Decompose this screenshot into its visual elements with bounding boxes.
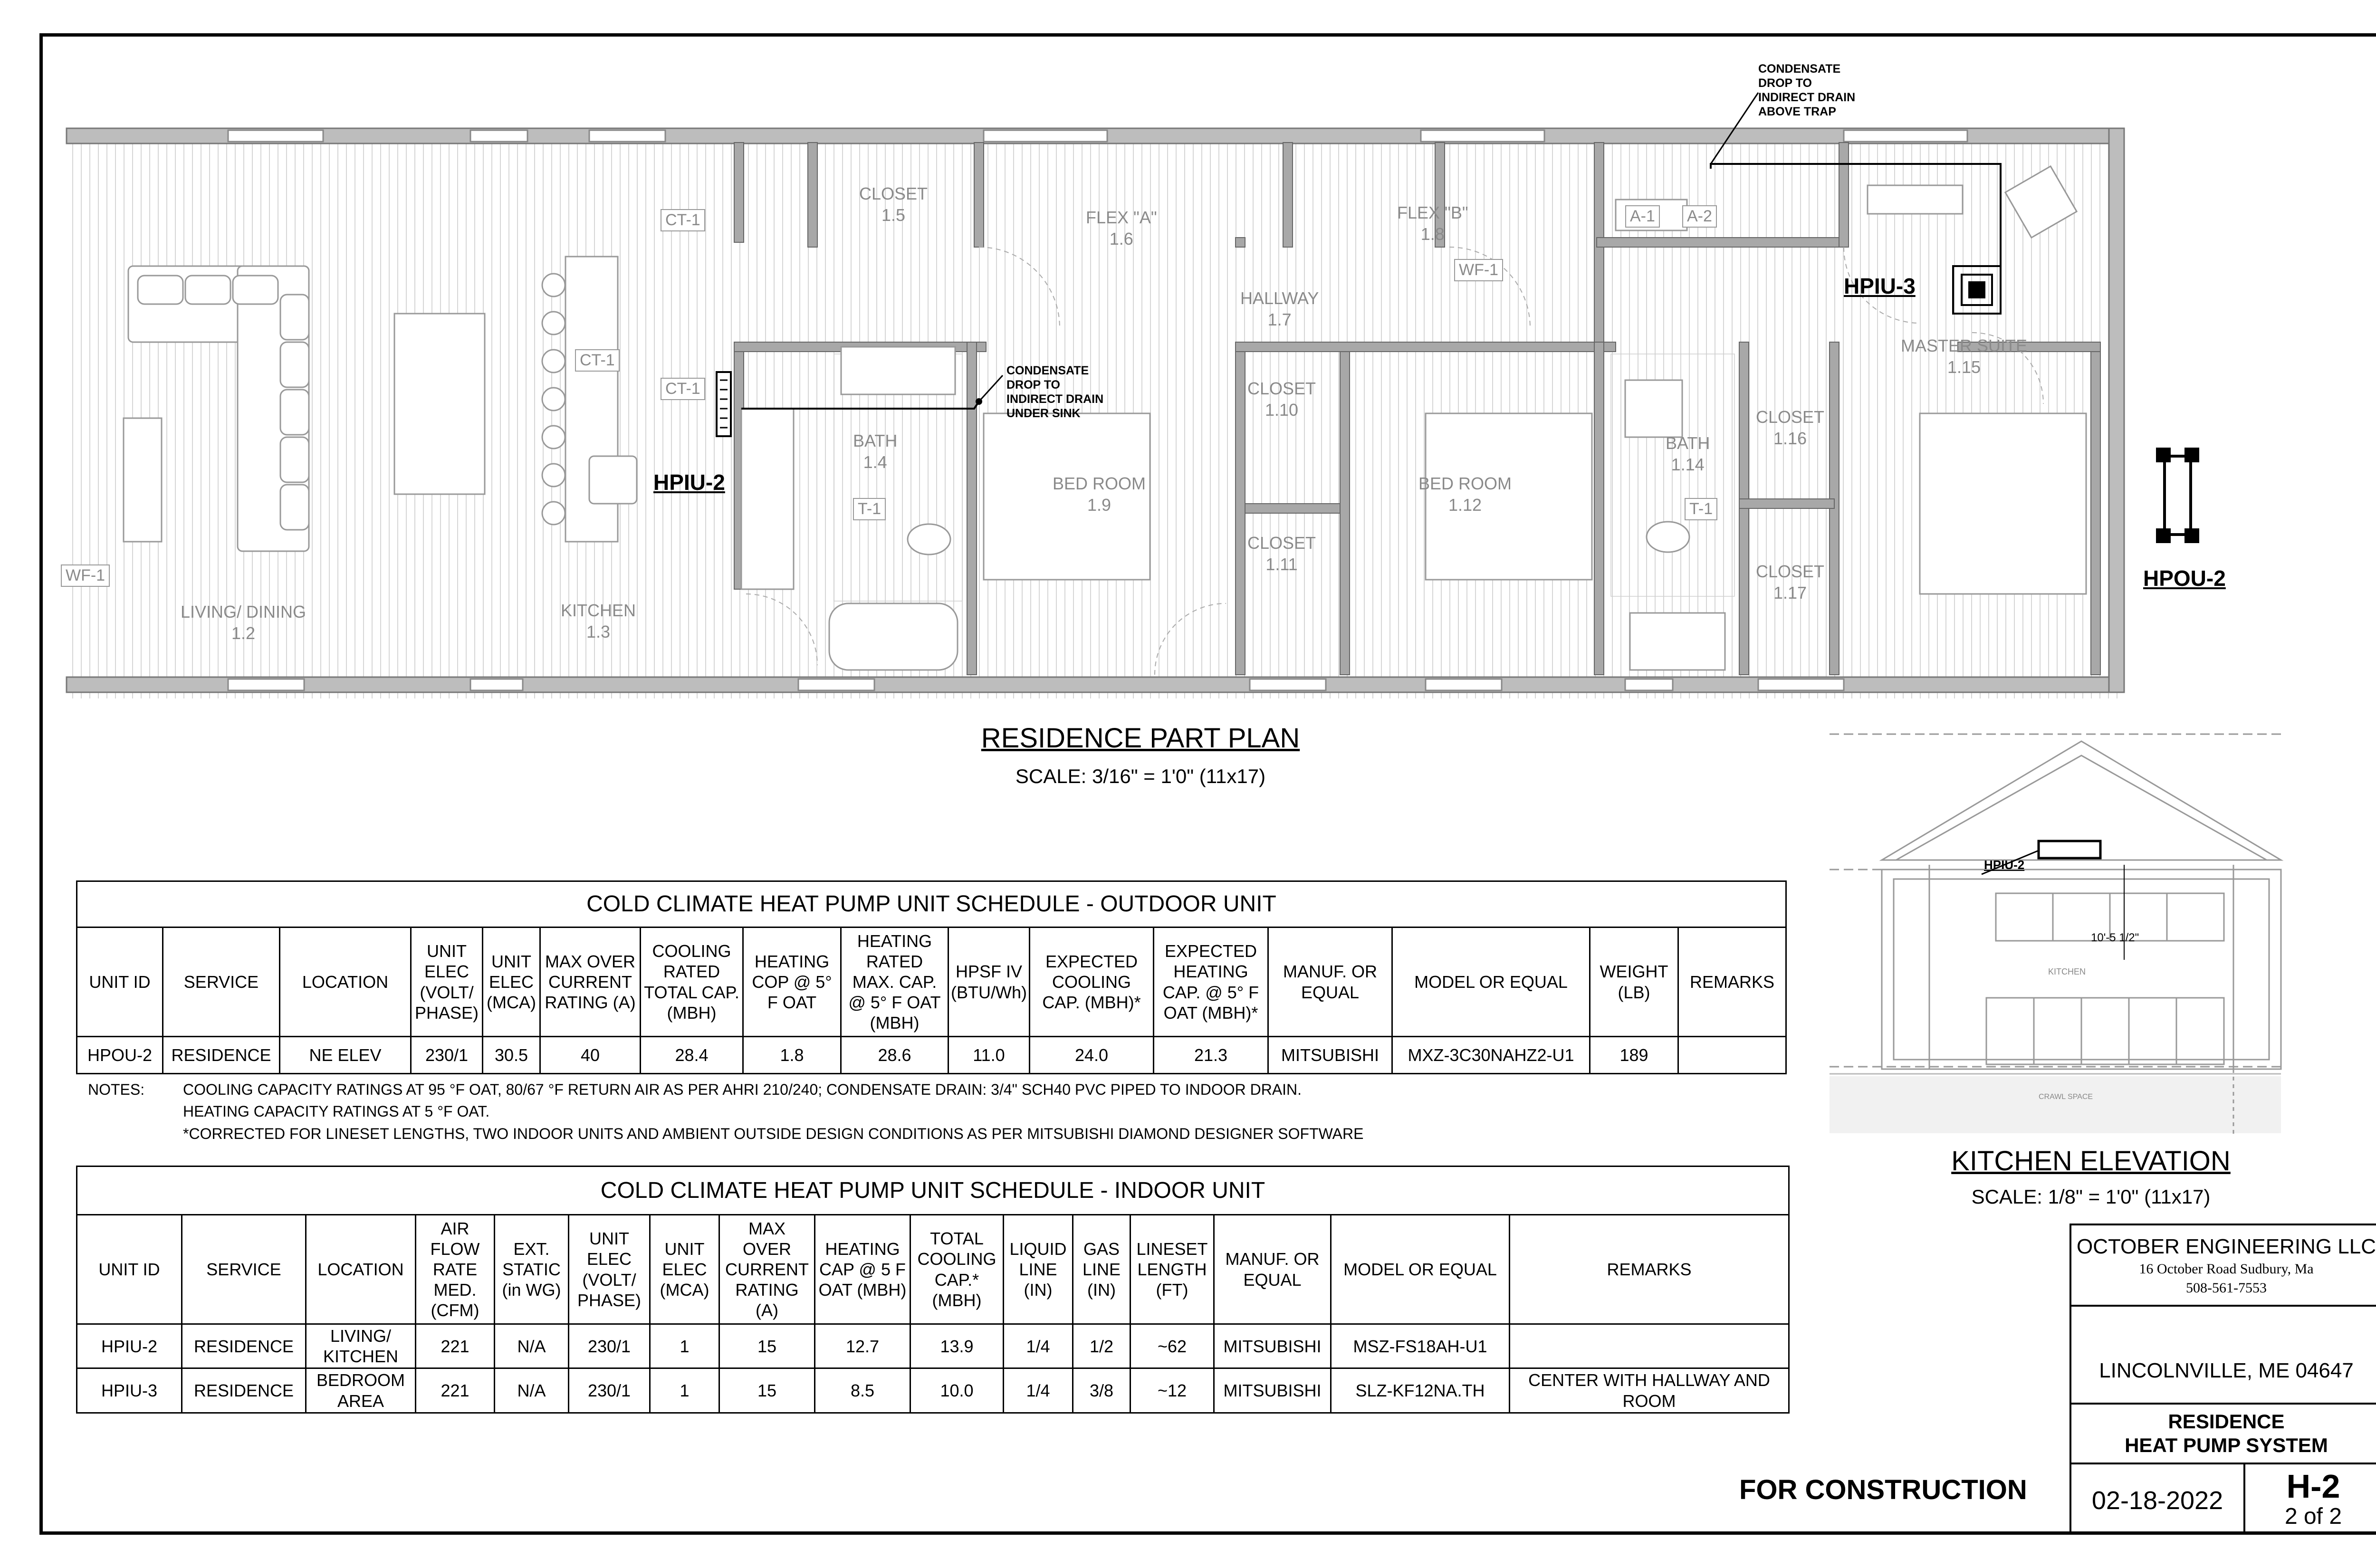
table-cell: 189 <box>1590 1037 1678 1074</box>
indoor-schedule-caption: COLD CLIMATE HEAT PUMP UNIT SCHEDULE - INDOOR UNIT <box>77 1166 1789 1215</box>
room-label-hallway: HALLWAY 1.7 <box>1240 288 1319 329</box>
room-label-flex-a: FLEX "A" 1.6 <box>1086 208 1157 249</box>
outdoor-header-row <box>77 927 1786 1037</box>
table-cell: 230/1 <box>569 1368 650 1413</box>
table-cell: 1 <box>650 1324 719 1368</box>
room-label-flex-b: FLEX "B" 1.8 <box>1397 203 1468 244</box>
indoor-header: UNIT ELEC (VOLT/ PHASE) <box>569 1215 650 1324</box>
table-cell: CENTER WITH HALLWAY AND ROOM <box>1510 1368 1789 1413</box>
firm-phone: 508-561-7553 <box>2186 1280 2267 1296</box>
room-label-bath-1-4: BATH 1.4 <box>853 431 898 472</box>
indoor-header: LOCATION <box>306 1215 416 1324</box>
table-cell: 1/4 <box>1004 1324 1073 1368</box>
table-cell: 28.6 <box>841 1037 948 1074</box>
room-label-living: LIVING/ DINING 1.2 <box>181 602 307 643</box>
table-cell: 15 <box>719 1324 815 1368</box>
table-cell: 11.0 <box>948 1037 1030 1074</box>
room-label-closet-1-5: CLOSET 1.5 <box>859 184 928 225</box>
table-cell: 1/4 <box>1004 1368 1073 1413</box>
table-cell: SLZ-KF12NA.TH <box>1331 1368 1510 1413</box>
table-cell: HPIU-2 <box>77 1324 182 1368</box>
table-cell: 13.9 <box>910 1324 1004 1368</box>
outdoor-header: MANUF. OR EQUAL <box>1268 927 1392 1037</box>
table-cell: MITSUBISHI <box>1268 1037 1392 1074</box>
indoor-header: MODEL OR EQUAL <box>1331 1215 1510 1324</box>
note-line: COOLING CAPACITY RATINGS AT 95 °F OAT, 80/67 °F RETURN AIR AS PER AHRI 210/240; CONDENSATE DRAIN: 3/4" SCH40 PVC PIPED TO INDOOR DRAIN. <box>183 1081 1302 1098</box>
tag-a-2: A-2 <box>1682 205 1717 228</box>
table-cell: HPIU-3 <box>77 1368 182 1413</box>
table-cell: MSZ-FS18AH-U1 <box>1331 1324 1510 1368</box>
indoor-header: HEATING CAP @ 5 F OAT (MBH) <box>815 1215 910 1324</box>
project-line-1: RESIDENCE <box>2168 1410 2285 1433</box>
elevation-title: KITCHEN ELEVATION <box>1951 1146 2231 1176</box>
titleblock-sheet <box>2243 1463 2376 1535</box>
room-label-bedroom-1-12: BED ROOM 1.12 <box>1418 474 1512 515</box>
plan-scale: SCALE: 3/16" = 1'0" (11x17) <box>1015 765 1266 787</box>
plan-title: RESIDENCE PART PLAN <box>981 723 1300 754</box>
outdoor-header: UNIT ID <box>77 927 163 1037</box>
indoor-header: UNIT ELEC (MCA) <box>650 1215 719 1324</box>
indoor-header: TOTAL COOLING CAP.* (MBH) <box>910 1215 1004 1324</box>
note-line: *CORRECTED FOR LINESET LENGTHS, TWO INDOOR UNITS AND AMBIENT OUTSIDE DESIGN CONDITIONS AS PER MITSUBISHI DIAMOND DESIGNER SOFTWARE <box>183 1125 1364 1142</box>
project-location: LINCOLNVILLE, ME 04647 <box>2099 1359 2354 1382</box>
tag-t-1-b: T-1 <box>1685 498 1717 520</box>
elevation-dimension: 10'-5 1/2" <box>2091 931 2139 944</box>
outdoor-header: WEIGHT (LB) <box>1590 927 1678 1037</box>
outdoor-header: LOCATION <box>280 927 411 1037</box>
issue-date: 02-18-2022 <box>2091 1486 2223 1515</box>
indoor-row-hpiu-2 <box>77 1324 1789 1368</box>
outdoor-header: SERVICE <box>163 927 280 1037</box>
table-cell: HPOU-2 <box>77 1037 163 1074</box>
outdoor-header: HEATING COP @ 5° F OAT <box>743 927 841 1037</box>
table-cell: 28.4 <box>641 1037 743 1074</box>
indoor-header-row <box>77 1215 1789 1324</box>
indoor-header: UNIT ID <box>77 1215 182 1324</box>
indoor-row-hpiu-3 <box>77 1368 1789 1413</box>
titleblock-project <box>2069 1403 2376 1464</box>
table-cell: NE ELEV <box>280 1037 411 1074</box>
firm-address: 16 October Road Sudbury, Ma <box>2139 1261 2314 1277</box>
firm-name: OCTOBER ENGINEERING LLC <box>2077 1235 2376 1258</box>
notes-text <box>183 1079 1363 1145</box>
tag-ct-1-b: CT-1 <box>575 349 620 372</box>
room-label-kitchen: KITCHEN 1.3 <box>561 601 636 641</box>
tag-wf-1-a: WF-1 <box>1454 259 1503 281</box>
table-cell: 30.5 <box>483 1037 540 1074</box>
outdoor-header: EXPECTED HEATING CAP. @ 5° F OAT (MBH)* <box>1154 927 1268 1037</box>
table-cell: 40 <box>540 1037 641 1074</box>
table-cell: MITSUBISHI <box>1214 1324 1331 1368</box>
outdoor-row-hpou-2 <box>77 1037 1786 1074</box>
outdoor-header: HPSF IV (BTU/Wh) <box>948 927 1030 1037</box>
note-drain-under-sink: CONDENSATE DROP TO INDIRECT DRAIN UNDER SINK <box>1006 364 1104 420</box>
table-cell: MITSUBISHI <box>1214 1368 1331 1413</box>
outdoor-header: MODEL OR EQUAL <box>1392 927 1590 1037</box>
tag-wf-1-b: WF-1 <box>61 564 110 587</box>
table-cell: 21.3 <box>1154 1037 1268 1074</box>
table-cell: 230/1 <box>411 1037 483 1074</box>
elevation-crawl-label: CRAWL SPACE <box>2039 1093 2093 1101</box>
table-cell: BEDROOM AREA <box>306 1368 416 1413</box>
table-cell: 3/8 <box>1073 1368 1131 1413</box>
indoor-header: REMARKS <box>1510 1215 1789 1324</box>
outdoor-header: HEATING RATED MAX. CAP. @ 5° F OAT (MBH) <box>841 927 948 1037</box>
indoor-header: AIR FLOW RATE MED. (CFM) <box>416 1215 495 1324</box>
status-label: FOR CONSTRUCTION <box>1739 1474 2027 1505</box>
table-cell: 12.7 <box>815 1324 910 1368</box>
room-label-closet-1-11: CLOSET 1.11 <box>1247 533 1316 574</box>
table-cell: 15 <box>719 1368 815 1413</box>
indoor-header: EXT. STATIC (in WG) <box>495 1215 569 1324</box>
label-hpiu-2: HPIU-2 <box>653 470 725 495</box>
outdoor-header: COOLING RATED TOTAL CAP. (MBH) <box>641 927 743 1037</box>
table-cell: RESIDENCE <box>163 1037 280 1074</box>
tag-t-1-a: T-1 <box>853 498 886 520</box>
note-drain-above-trap: CONDENSATE DROP TO INDIRECT DRAIN ABOVE TRAP <box>1758 62 1856 118</box>
outdoor-unit-schedule <box>76 880 1787 1074</box>
table-cell: RESIDENCE <box>182 1324 306 1368</box>
table-cell <box>1510 1324 1789 1368</box>
indoor-header: MAX OVER CURRENT RATING (A) <box>719 1215 815 1324</box>
outdoor-header: UNIT ELEC (MCA) <box>483 927 540 1037</box>
table-cell: 24.0 <box>1030 1037 1154 1074</box>
table-cell: 1 <box>650 1368 719 1413</box>
elevation-unit-label: HPIU-2 <box>1984 858 2025 872</box>
tag-a-1: A-1 <box>1625 205 1660 228</box>
titleblock-firm <box>2069 1224 2376 1307</box>
indoor-header: SERVICE <box>182 1215 306 1324</box>
table-cell: ~62 <box>1131 1324 1214 1368</box>
elevation-hpiu-2-symbol <box>2039 841 2100 858</box>
tag-ct-1-c: CT-1 <box>661 378 705 400</box>
sheet-of: 2 of 2 <box>2284 1504 2342 1529</box>
room-label-bedroom-1-9: BED ROOM 1.9 <box>1053 474 1146 515</box>
table-cell: MXZ-3C30NAHZ2-U1 <box>1392 1037 1590 1074</box>
room-label-closet-1-10: CLOSET 1.10 <box>1247 379 1316 420</box>
table-cell: 221 <box>416 1324 495 1368</box>
room-label-closet-1-16: CLOSET 1.16 <box>1756 407 1825 448</box>
room-label-master-suite: MASTER SUITE 1.15 <box>1901 336 2028 377</box>
table-cell: RESIDENCE <box>182 1368 306 1413</box>
table-cell: LIVING/ KITCHEN <box>306 1324 416 1368</box>
outdoor-header: EXPECTED COOLING CAP. (MBH)* <box>1030 927 1154 1037</box>
room-label-closet-1-17: CLOSET 1.17 <box>1756 562 1825 602</box>
outdoor-header: MAX OVER CURRENT RATING (A) <box>540 927 641 1037</box>
elevation-kitchen-label: KITCHEN <box>2048 967 2086 976</box>
indoor-header: MANUF. OR EQUAL <box>1214 1215 1331 1324</box>
indoor-header: LIQUID LINE (IN) <box>1004 1215 1073 1324</box>
indoor-header: GAS LINE (IN) <box>1073 1215 1131 1324</box>
table-cell: ~12 <box>1131 1368 1214 1413</box>
table-cell: 230/1 <box>569 1324 650 1368</box>
titleblock-date <box>2069 1463 2245 1535</box>
table-cell: 1/2 <box>1073 1324 1131 1368</box>
outdoor-header: REMARKS <box>1678 927 1786 1037</box>
table-cell: N/A <box>495 1368 569 1413</box>
label-hpou-2: HPOU-2 <box>2143 566 2226 591</box>
table-cell <box>1678 1037 1786 1074</box>
indoor-header: LINESET LENGTH (FT) <box>1131 1215 1214 1324</box>
table-cell: N/A <box>495 1324 569 1368</box>
note-line: HEATING CAPACITY RATINGS AT 5 °F OAT. <box>183 1103 490 1120</box>
elevation-scale: SCALE: 1/8" = 1'0" (11x17) <box>1971 1186 2211 1208</box>
table-cell: 8.5 <box>815 1368 910 1413</box>
outdoor-header: UNIT ELEC (VOLT/ PHASE) <box>411 927 483 1037</box>
titleblock-location <box>2069 1305 2376 1405</box>
table-cell: 1.8 <box>743 1037 841 1074</box>
tag-ct-1-a: CT-1 <box>661 209 705 231</box>
indoor-unit-schedule <box>76 1166 1790 1414</box>
notes-label: NOTES: <box>88 1081 145 1098</box>
project-line-2: HEAT PUMP SYSTEM <box>2125 1434 2328 1456</box>
sheet-number: H-2 <box>2286 1468 2340 1505</box>
room-label-bath-1-14: BATH 1.14 <box>1666 433 1710 474</box>
table-cell: 221 <box>416 1368 495 1413</box>
outdoor-schedule-caption: COLD CLIMATE HEAT PUMP UNIT SCHEDULE - OUTDOOR UNIT <box>77 881 1786 927</box>
table-cell: 10.0 <box>910 1368 1004 1413</box>
label-hpiu-3: HPIU-3 <box>1844 274 1916 298</box>
